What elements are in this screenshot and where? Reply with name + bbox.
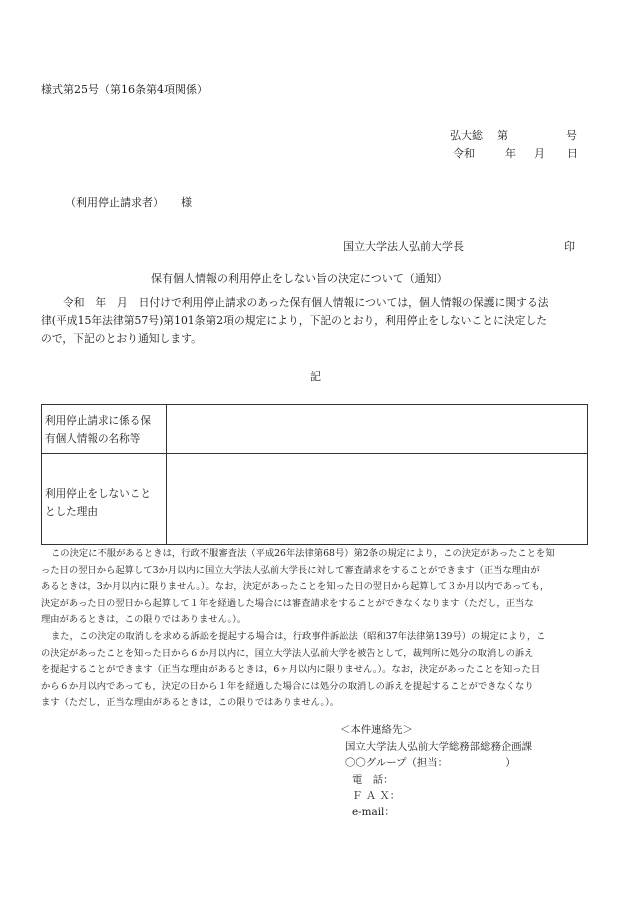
notes-line: ます（ただし，正当な理由があるときは，この限りではありません。）。 — [41, 697, 340, 709]
contact-heading: ＜本件連絡先＞ — [340, 724, 413, 736]
appeal-notes — [41, 546, 589, 712]
document-title: 保有個人情報の利用停止をしない旨の決定について（通知） — [151, 272, 448, 285]
contact-fax: Ｆ Ａ Ｘ： — [352, 790, 401, 802]
doc-number-dai: 第 — [497, 129, 508, 142]
contact-email: e-mail： — [352, 806, 395, 818]
row2-label — [45, 485, 151, 521]
notes-line: から６か月以内であっても，決定の日から１年を経過した場合には処分の取消しの訴えを提起することができなくなり — [41, 680, 534, 692]
seal-mark: 印 — [564, 240, 575, 253]
date-month: 月 — [534, 147, 545, 160]
ki-heading: 記 — [310, 370, 321, 383]
body-line: ので，下記のとおり通知します。 — [41, 332, 202, 345]
row2-label-line: とした理由 — [45, 506, 98, 518]
notes-line: あるときは，3か月以内に限りません。）。なお，決定があったことを知った日の翌日から起算して３か月以内であっても， — [41, 581, 550, 593]
date-day: 日 — [567, 147, 578, 160]
notes-line: の決定があったことを知った日から６か月以内に，国立大学法人弘前大学を被告として，裁判所に処分の取消しの訴え — [41, 647, 534, 659]
addressee-honorific: 様 — [181, 196, 192, 209]
table-divider — [166, 405, 167, 544]
date-year: 年 — [505, 147, 516, 160]
row1-label — [45, 412, 151, 448]
notes-line: 理由があるときは，この限りではありません。）。 — [41, 614, 247, 626]
notes-line: を提起することができます（正当な理由があるときは，6ヶ月以内に限りません。）。なお，決定があったことを知った日 — [41, 664, 541, 676]
notes-line: 決定があった日の翌日から起算して１年を経過した場合には審査請求をすることができなくなります（ただし，正当な — [41, 597, 534, 609]
date-era: 令和 — [453, 147, 475, 160]
body-paragraph — [41, 294, 589, 348]
notes-line: った日の翌日から起算して3か月以内に国立大学法人弘前大学長に対して審査請求をすることができます（正当な理由が — [41, 564, 540, 576]
contact-department: 国立大学法人弘前大学総務部総務企画課 — [345, 741, 533, 753]
body-line: 律(平成15年法律第57号)第101条第2項の規定により，下記のとおり，利用停止をしないことに決定した — [41, 314, 548, 327]
notes-line: また，この決定の取消しを求める訴訟を提起する場合は，行政事件訴訟法（昭和37年法律第139号）の規定により，こ — [51, 630, 546, 642]
form-reference: 様式第25号（第16条第4項関係） — [41, 83, 208, 96]
doc-number-gou: 号 — [566, 129, 577, 142]
contact-tel: 電 話： — [352, 774, 394, 786]
doc-number-prefix: 弘大総 — [450, 129, 483, 142]
row2-label-line: 利用停止をしないこと — [45, 488, 151, 500]
contact-group: 〇〇グループ（担当： ） — [345, 757, 516, 769]
sender-name: 国立大学法人弘前大学長 — [343, 240, 464, 253]
decision-table — [41, 404, 588, 545]
notes-line: この決定に不服があるときは，行政不服審査法（平成26年法律第68号）第2条の規定により，この決定があったことを知 — [51, 548, 555, 559]
addressee-name: （利用停止請求者） — [65, 196, 164, 209]
body-line: 令和 年 月 日付けで利用停止請求のあった保有個人情報については，個人情報の保護に関する法 — [63, 296, 549, 309]
row1-label-line: 利用停止請求に係る保 — [45, 415, 151, 427]
row1-label-line: 有個人情報の名称等 — [45, 433, 141, 445]
